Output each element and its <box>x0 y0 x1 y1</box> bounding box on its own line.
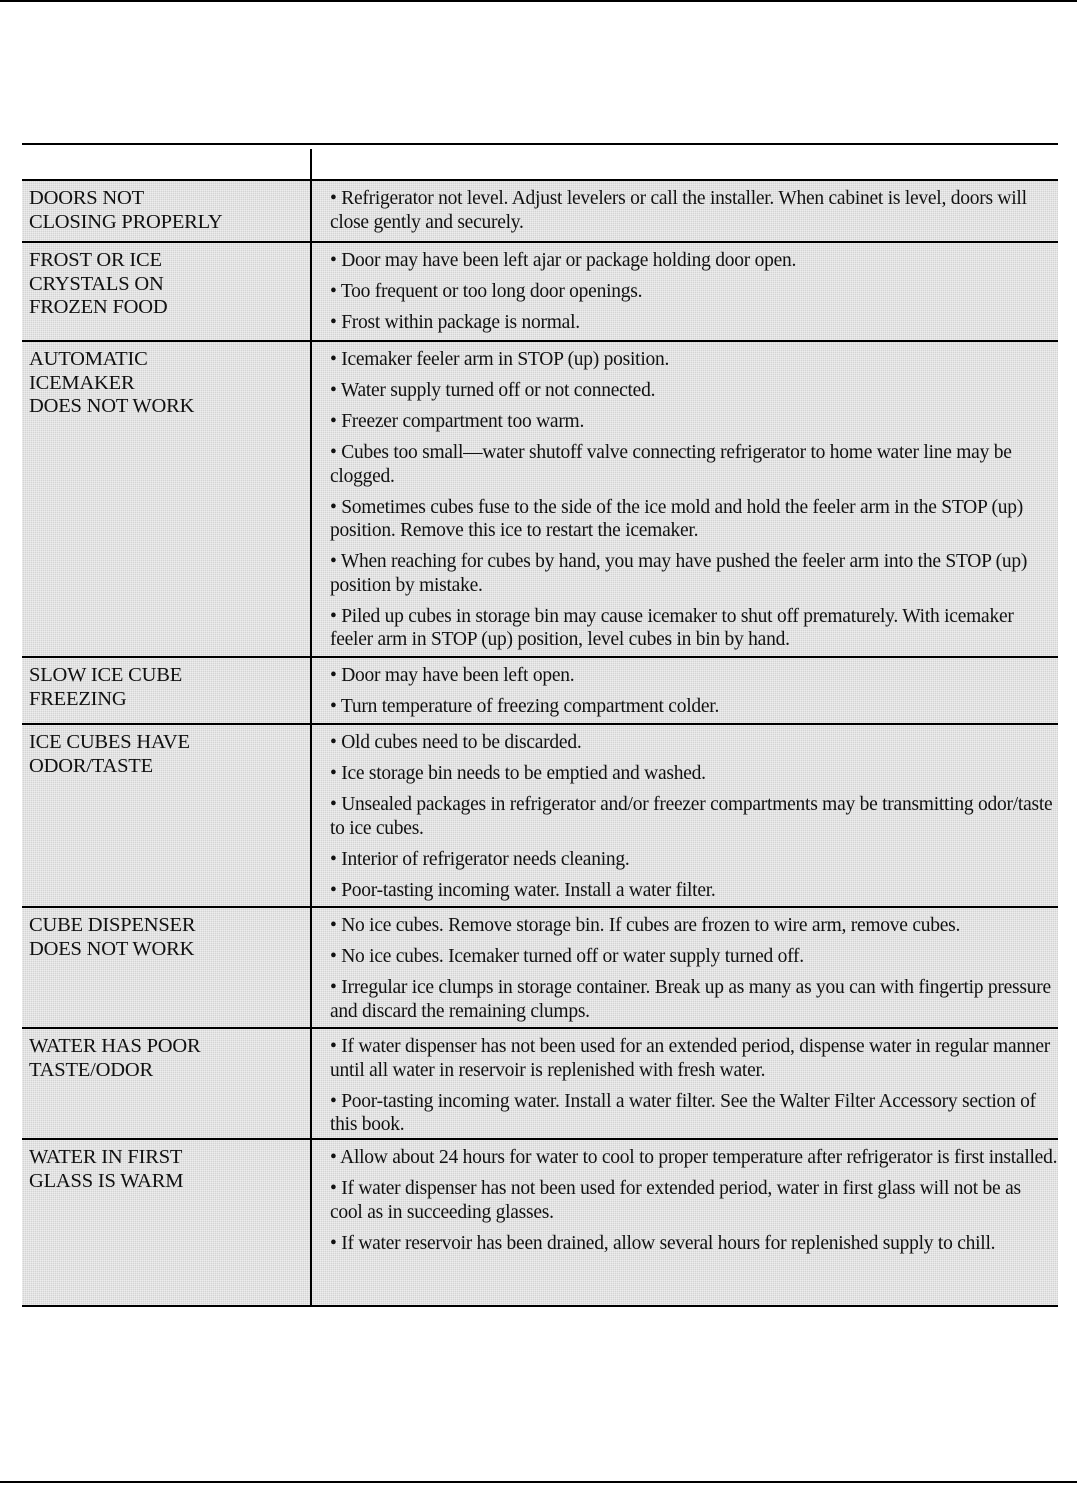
cause-item: • Freezer compartment too warm. <box>330 411 585 432</box>
causes-cell <box>312 908 1058 1027</box>
cause-item: • Cubes too small—water shutoff valve connecting refrigerator to home water line may be clogged. <box>330 442 1012 487</box>
cause-item: • Allow about 24 hours for water to cool to proper temperature after refrigerator is first installed. <box>330 1147 1058 1168</box>
cause-item: • If water dispenser has not been used for extended period, water in first glass will not be as cool as in succeeding glasses. <box>330 1178 1021 1223</box>
problem-label: DOORS NOT CLOSING PROPERLY <box>29 187 223 233</box>
cause-item: • Icemaker feeler arm in STOP (up) position. <box>330 349 670 370</box>
table-header-rule <box>22 143 1058 145</box>
cause-item: • Frost within package is normal. <box>330 312 580 333</box>
table-row <box>22 241 1058 340</box>
table-row <box>22 656 1058 723</box>
problem-label: ICE CUBES HAVE ODOR/TASTE <box>29 731 190 777</box>
table-row <box>22 906 1058 1027</box>
causes-cell <box>312 1029 1058 1138</box>
cause-item: • Poor-tasting incoming water. Install a water filter. See the Walter Filter Accessory section of this book. <box>330 1090 1036 1135</box>
cause-item: • When reaching for cubes by hand, you may have pushed the feeler arm into the STOP (up) position by mistake. <box>330 551 1028 596</box>
cause-item: • Old cubes need to be discarded. <box>330 732 582 753</box>
cause-item: • Door may have been left open. <box>330 665 575 686</box>
cause-item: • Irregular ice clumps in storage container. Break up as many as you can with fingertip pressure and discard the remaining clumps. <box>330 977 1051 1022</box>
causes-cell <box>312 1140 1058 1305</box>
problem-label: SLOW ICE CUBE FREEZING <box>29 664 183 710</box>
problem-label: AUTOMATIC ICEMAKER DOES NOT WORK <box>29 348 195 417</box>
cause-item: • Turn temperature of freezing compartment colder. <box>330 696 720 717</box>
cause-item: • If water dispenser has not been used for an extended period, dispense water in regular manner until all water in reservoir is replenished with fresh water. <box>330 1036 1051 1081</box>
table-header-divider <box>310 149 312 179</box>
problem-label: FROST OR ICE CRYSTALS ON FROZEN FOOD <box>29 249 168 318</box>
causes-cell <box>312 181 1058 241</box>
cause-item: • No ice cubes. Icemaker turned off or water supply turned off. <box>330 946 804 967</box>
cause-item: • Sometimes cubes fuse to the side of the ice mold and hold the feeler arm in the STOP (up) position. Remove this ice to restart the icemaker. <box>330 496 1023 541</box>
problem-label: WATER IN FIRST GLASS IS WARM <box>29 1146 184 1192</box>
problem-label: WATER HAS POOR TASTE/ODOR <box>29 1035 201 1081</box>
cause-item: • Poor-tasting incoming water. Install a water filter. <box>330 879 716 901</box>
table-row <box>22 723 1058 906</box>
cause-item: • Piled up cubes in storage bin may cause icemaker to shut off prematurely. With icemaker feeler arm in STOP (up) position, level cubes in bin by hand. <box>330 605 1014 650</box>
causes-cell <box>312 243 1058 340</box>
problem-label: CUBE DISPENSER DOES NOT WORK <box>29 914 196 960</box>
causes-cell <box>312 658 1058 723</box>
cause-item: • Too frequent or too long door openings. <box>330 281 643 302</box>
causes-cell <box>312 725 1058 906</box>
top-rule <box>0 0 1077 2</box>
causes-cell <box>312 342 1058 656</box>
cause-item: • Unsealed packages in refrigerator and/or freezer compartments may be transmitting odor/taste to ice cubes. <box>330 794 1053 839</box>
cause-item: • Door may have been left ajar or package holding door open. <box>330 250 797 271</box>
table-row <box>22 1138 1058 1307</box>
cause-item: • No ice cubes. Remove storage bin. If cubes are frozen to wire arm, remove cubes. <box>330 915 961 936</box>
cause-item: • Refrigerator not level. Adjust levelers or call the installer. When cabinet is level, doors will close gently and securely. <box>330 188 1027 233</box>
cause-item: • Water supply turned off or not connected. <box>330 380 656 401</box>
table-row <box>22 1027 1058 1138</box>
bottom-rule <box>0 1481 1077 1483</box>
table-row <box>22 340 1058 656</box>
table-row <box>22 179 1058 241</box>
cause-item: • If water reservoir has been drained, allow several hours for replenished supply to chill. <box>330 1232 996 1254</box>
cause-item: • Interior of refrigerator needs cleaning. <box>330 848 630 870</box>
cause-item: • Ice storage bin needs to be emptied and washed. <box>330 763 706 784</box>
